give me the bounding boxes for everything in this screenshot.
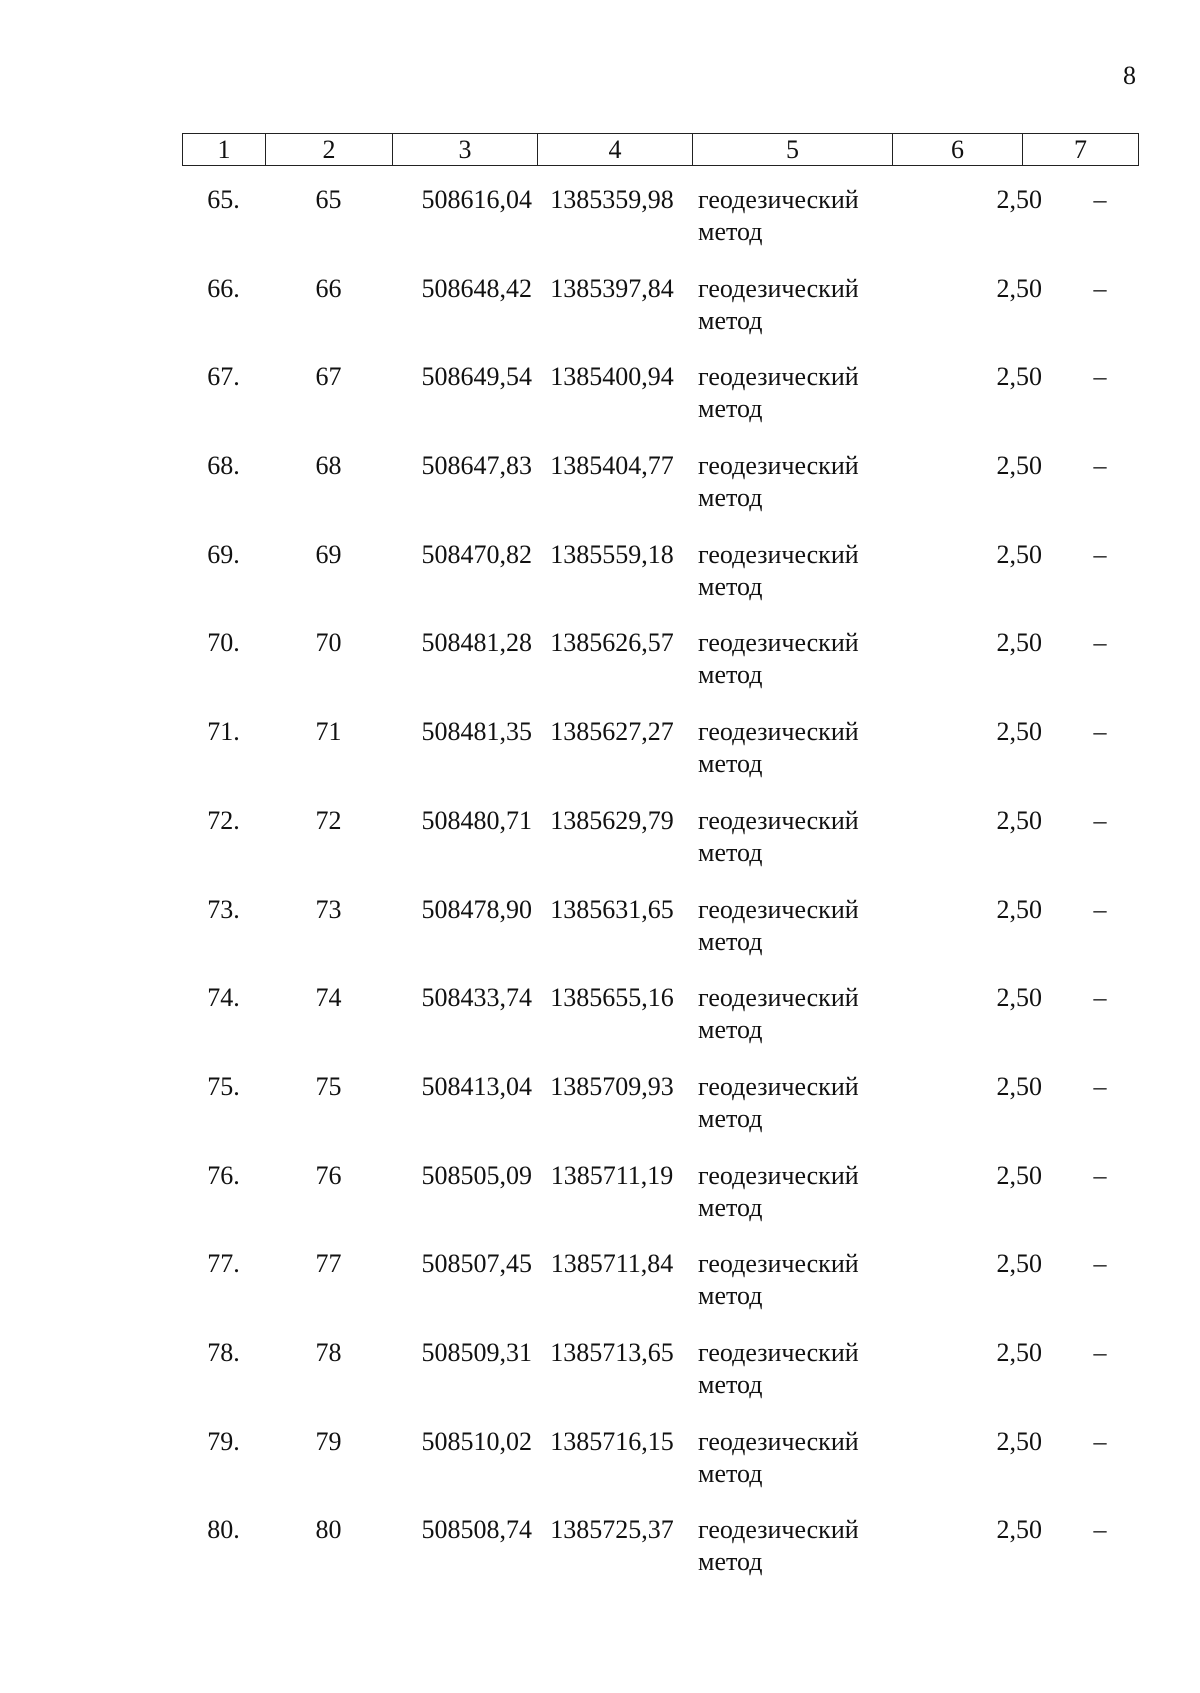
- row-number: 69.: [207, 539, 240, 569]
- coord-y: 1385397,84: [550, 273, 674, 303]
- accuracy: 2,50: [996, 894, 1042, 924]
- coord-y: 1385404,77: [550, 451, 674, 481]
- table-row: [182, 1071, 1138, 1160]
- accuracy: 2,50: [996, 185, 1042, 214]
- table-row: [182, 1337, 1138, 1426]
- coord-x: 508433,74: [421, 983, 532, 1013]
- method: геодезический метод: [698, 894, 859, 956]
- coord-x: 508481,28: [421, 628, 532, 658]
- table-row: [182, 627, 1138, 716]
- coord-x: 508507,45: [421, 1249, 532, 1279]
- row-number: 76.: [207, 1160, 240, 1190]
- point-number: 71: [315, 717, 342, 747]
- method: геодезический метод: [698, 1515, 859, 1577]
- table-row: [182, 1426, 1138, 1515]
- row-number: 73.: [207, 894, 240, 924]
- method: геодезический метод: [698, 1071, 859, 1133]
- coord-x: 508616,04: [421, 185, 532, 214]
- header-col-3: 3: [393, 134, 538, 166]
- coord-x: 508509,31: [421, 1337, 532, 1367]
- row-number: 75.: [207, 1071, 240, 1101]
- accuracy: 2,50: [996, 1160, 1042, 1190]
- description-dash: –: [1093, 894, 1107, 924]
- method: геодезический метод: [698, 273, 859, 335]
- row-number: 65.: [207, 185, 240, 214]
- point-number: 79: [315, 1426, 342, 1456]
- coord-x: 508481,35: [421, 717, 532, 747]
- accuracy: 2,50: [996, 362, 1042, 392]
- point-number: 74: [315, 983, 342, 1013]
- coord-y: 1385716,15: [550, 1426, 674, 1456]
- accuracy: 2,50: [996, 983, 1042, 1013]
- table-row: [182, 716, 1138, 805]
- description-dash: –: [1093, 1071, 1107, 1101]
- column-number-header: [182, 133, 1139, 166]
- description-dash: –: [1093, 805, 1107, 835]
- table-row: [182, 1514, 1138, 1603]
- description-dash: –: [1093, 1426, 1107, 1456]
- description-dash: –: [1093, 983, 1107, 1013]
- coord-y: 1385631,65: [550, 894, 674, 924]
- accuracy: 2,50: [996, 1515, 1042, 1545]
- description-dash: –: [1093, 185, 1107, 214]
- point-number: 70: [315, 628, 342, 658]
- point-number: 65: [315, 185, 342, 214]
- row-number: 78.: [207, 1337, 240, 1367]
- coord-y: 1385711,84: [550, 1249, 674, 1279]
- point-number: 67: [315, 362, 342, 392]
- point-number: 72: [315, 805, 342, 835]
- description-dash: –: [1093, 539, 1107, 569]
- coord-y: 1385627,27: [550, 717, 674, 747]
- row-number: 68.: [207, 451, 240, 481]
- coord-x: 508510,02: [421, 1426, 532, 1456]
- point-number: 69: [315, 539, 342, 569]
- table-row: [182, 894, 1138, 983]
- table-row: [182, 1248, 1138, 1337]
- coord-x: 508480,71: [421, 805, 532, 835]
- coord-y: 1385559,18: [550, 539, 674, 569]
- description-dash: –: [1093, 1160, 1107, 1190]
- point-number: 68: [315, 451, 342, 481]
- coord-y: 1385359,98: [550, 185, 674, 214]
- page-number: 8: [1123, 61, 1136, 90]
- coord-y: 1385709,93: [550, 1071, 674, 1101]
- coord-y: 1385713,65: [550, 1337, 674, 1367]
- description-dash: –: [1093, 717, 1107, 747]
- row-number: 67.: [207, 362, 240, 392]
- coord-x: 508470,82: [421, 539, 532, 569]
- method: геодезический метод: [698, 362, 859, 424]
- method: геодезический метод: [698, 1337, 859, 1399]
- accuracy: 2,50: [996, 717, 1042, 747]
- table-row: [182, 273, 1138, 362]
- table-row: [182, 539, 1138, 628]
- header-col-1: 1: [183, 134, 266, 166]
- row-number: 77.: [207, 1249, 240, 1279]
- coord-y: 1385626,57: [550, 628, 674, 658]
- coordinates-table-body: [182, 184, 1138, 1603]
- accuracy: 2,50: [996, 273, 1042, 303]
- coord-y: 1385711,19: [550, 1160, 674, 1190]
- method: геодезический метод: [698, 451, 859, 513]
- description-dash: –: [1093, 1337, 1107, 1367]
- method: геодезический метод: [698, 185, 859, 246]
- table-row: [182, 1160, 1138, 1249]
- header-col-4: 4: [538, 134, 693, 166]
- accuracy: 2,50: [996, 805, 1042, 835]
- method: геодезический метод: [698, 983, 859, 1045]
- coord-y: 1385725,37: [550, 1515, 674, 1545]
- row-number: 71.: [207, 717, 240, 747]
- table-row: [182, 184, 1138, 273]
- accuracy: 2,50: [996, 1249, 1042, 1279]
- coord-y: 1385400,94: [550, 362, 674, 392]
- point-number: 80: [315, 1515, 342, 1545]
- coord-x: 508508,74: [421, 1515, 532, 1545]
- header-col-5: 5: [693, 134, 893, 166]
- method: геодезический метод: [698, 717, 859, 779]
- table-row: [182, 982, 1138, 1071]
- accuracy: 2,50: [996, 451, 1042, 481]
- description-dash: –: [1093, 451, 1107, 481]
- point-number: 76: [315, 1160, 342, 1190]
- coord-y: 1385655,16: [550, 983, 674, 1013]
- description-dash: –: [1093, 362, 1107, 392]
- method: геодезический метод: [698, 1426, 859, 1488]
- coord-y: 1385629,79: [550, 805, 674, 835]
- point-number: 78: [315, 1337, 342, 1367]
- description-dash: –: [1093, 1249, 1107, 1279]
- description-dash: –: [1093, 1515, 1107, 1545]
- point-number: 75: [315, 1071, 342, 1101]
- description-dash: –: [1093, 273, 1107, 303]
- table-row: [182, 361, 1138, 450]
- method: геодезический метод: [698, 1249, 859, 1311]
- row-number: 80.: [207, 1515, 240, 1545]
- coord-x: 508649,54: [421, 362, 532, 392]
- header-col-2: 2: [266, 134, 393, 166]
- method: геодезический метод: [698, 628, 859, 690]
- row-number: 66.: [207, 273, 240, 303]
- coord-x: 508478,90: [421, 894, 532, 924]
- row-number: 72.: [207, 805, 240, 835]
- coord-x: 508413,04: [421, 1071, 532, 1101]
- accuracy: 2,50: [996, 539, 1042, 569]
- row-number: 79.: [207, 1426, 240, 1456]
- accuracy: 2,50: [996, 1337, 1042, 1367]
- description-dash: –: [1093, 628, 1107, 658]
- method: геодезический метод: [698, 539, 859, 601]
- row-number: 74.: [207, 983, 240, 1013]
- coord-x: 508648,42: [421, 273, 532, 303]
- row-number: 70.: [207, 628, 240, 658]
- point-number: 73: [315, 894, 342, 924]
- method: геодезический метод: [698, 805, 859, 867]
- accuracy: 2,50: [996, 628, 1042, 658]
- coord-x: 508647,83: [421, 451, 532, 481]
- point-number: 66: [315, 273, 342, 303]
- accuracy: 2,50: [996, 1426, 1042, 1456]
- point-number: 77: [315, 1249, 342, 1279]
- coord-x: 508505,09: [421, 1160, 532, 1190]
- table-row: [182, 805, 1138, 894]
- method: геодезический метод: [698, 1160, 859, 1222]
- header-col-6: 6: [893, 134, 1023, 166]
- header-col-7: 7: [1023, 134, 1139, 166]
- accuracy: 2,50: [996, 1071, 1042, 1101]
- table-row: [182, 450, 1138, 539]
